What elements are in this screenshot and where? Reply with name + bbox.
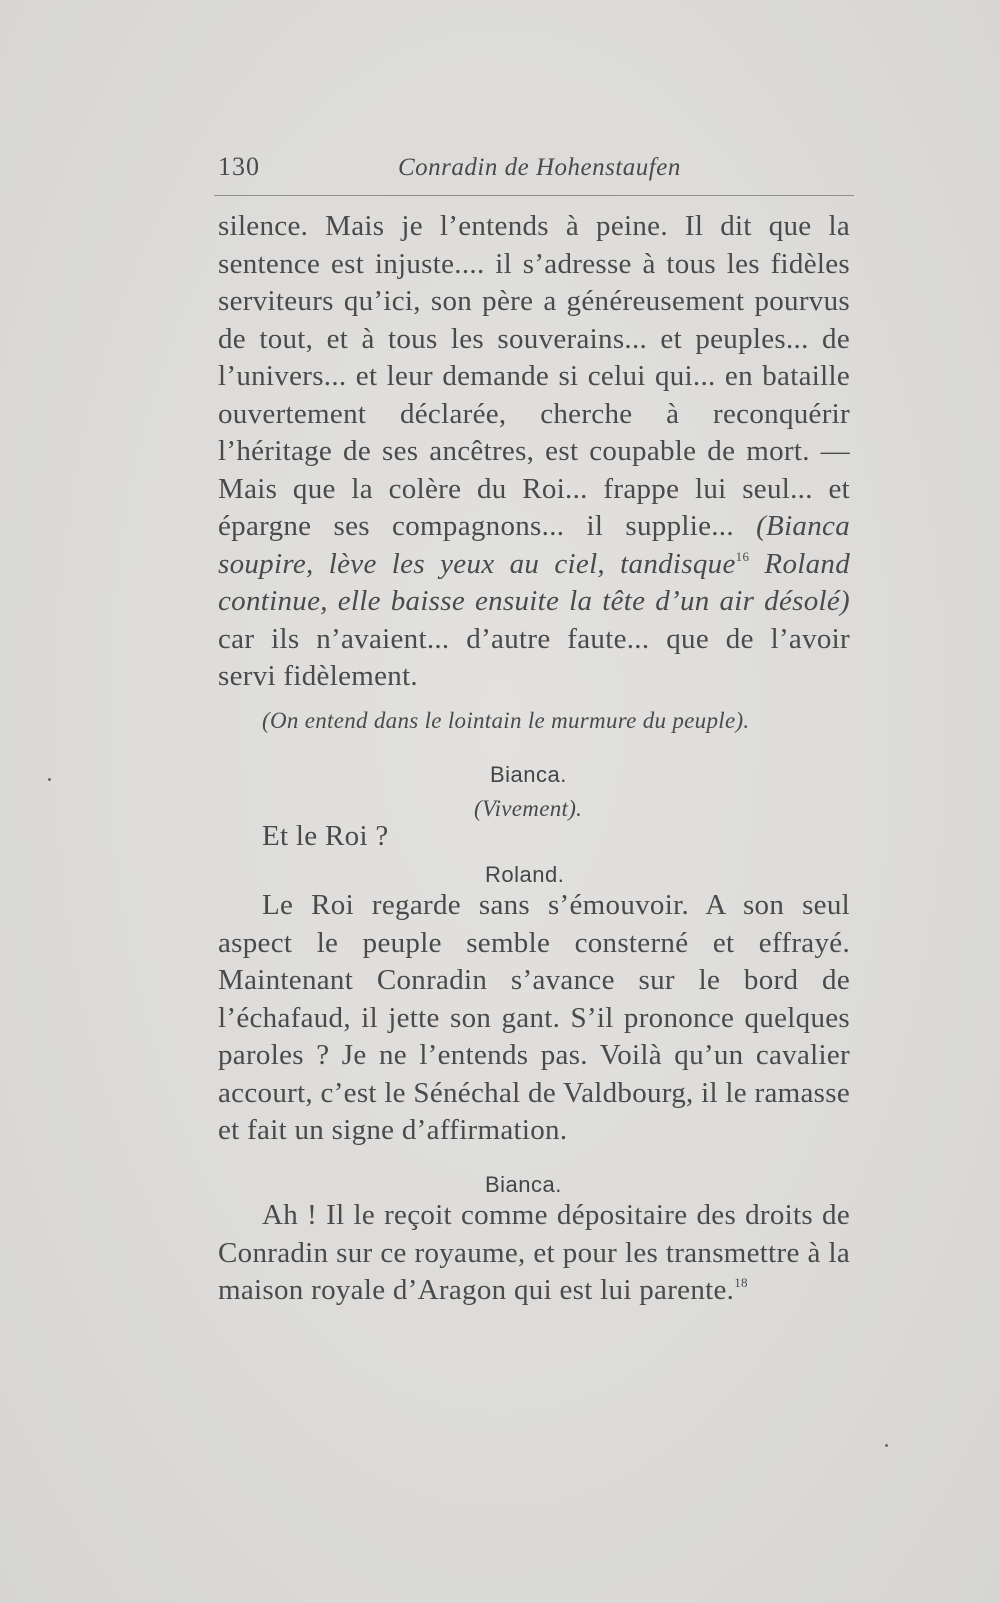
paragraph-1-italic-a: (Bianca soupire, lève les yeux au ciel, tandisque (218, 510, 850, 580)
paper-speck (48, 778, 51, 781)
header-rule (214, 195, 854, 196)
paragraph-1 (218, 208, 850, 696)
page-header (218, 152, 853, 192)
page-number: 130 (218, 152, 260, 181)
running-title: Conradin de Hohenstaufen (398, 154, 681, 181)
paper-speck (885, 1444, 888, 1447)
footnote-ref-18: 18 (734, 1275, 748, 1290)
speaker-name-roland: Roland. (485, 862, 565, 887)
stage-direction: (On entend dans le lointain le murmure du peuple). (262, 708, 750, 733)
footnote-ref-16: 16 (735, 548, 750, 564)
replica-text: Et le Roi ? (262, 820, 389, 852)
paragraph-1-text-b: car ils n’avaient... d’autre faute... que de l’avoir servi fidèlement. (218, 622, 850, 692)
speaker-direction: (Vivement). (474, 796, 583, 821)
paragraph-3-text: Ah ! Il le reçoit comme dépositaire des droits de Conradin sur ce royaume, et pour les transmettre à la maison royale d’Aragon qui est lui parente. (218, 1199, 850, 1306)
speaker-name-bianca: Bianca. (490, 762, 567, 787)
paragraph-3 (218, 1197, 850, 1310)
paragraph-1-text-a: silence. Mais je l’entends à peine. Il dit que la sentence est injuste.... il s’adresse à tous les fidèles serviteurs qu’ici, son père a généreusement pourvus de tout, et à tous les souverains... et peuples... de l’univers... et leur demande si celui qui... en bataille ouvertement déclarée, cherche à reconquérir l’héritage de ses ancêtres, est coupable de mort. — Mais que la colère du Roi... frappe lui seul... et épargne ses compagnons... il supplie... (218, 210, 850, 542)
paragraph-2: Le Roi regarde sans s’émouvoir. A son seul aspect le peuple semble consterné et effrayé. Maintenant Conradin s’avance sur le bord de l’échafaud, il jette son gant. S’il prononce quelques paroles ? Je ne l’entends pas. Voilà qu’un cavalier accourt, c’est le Sénéchal de Valdbourg, il le ramasse et fait un signe d’affirmation. (218, 889, 850, 1146)
speaker-name-bianca-2: Bianca. (485, 1172, 562, 1197)
paragraph-1-italic-b: Roland continue, elle baisse ensuite la tête d’un air désolé) (218, 547, 851, 617)
